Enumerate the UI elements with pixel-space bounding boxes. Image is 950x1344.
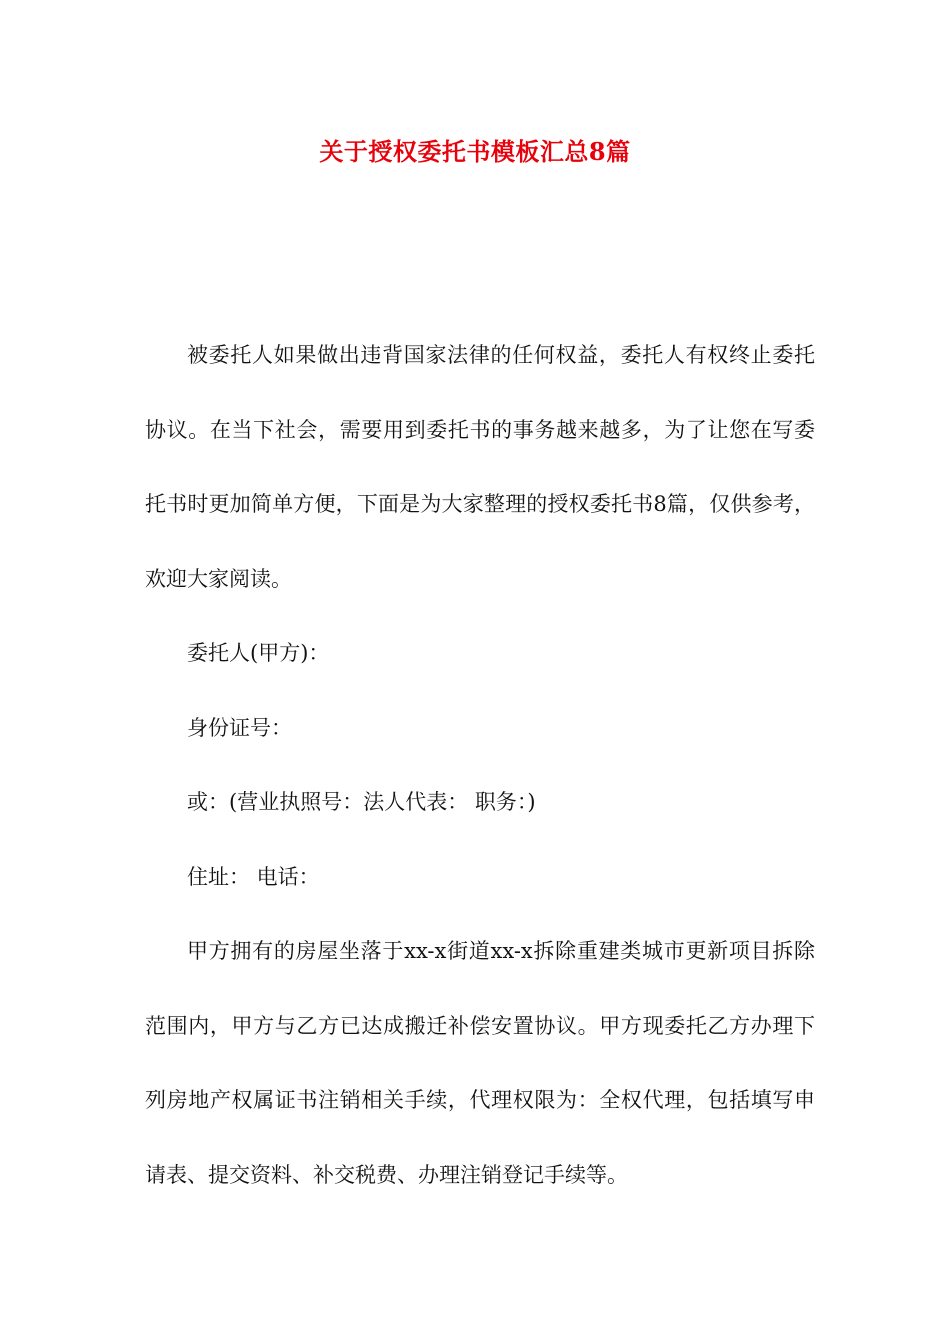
paragraph-business-license: 或：(营业执照号：法人代表： 职务：) [187, 790, 536, 814]
document-body [145, 318, 815, 1212]
paragraph-intro: 被委托人如果做出违背国家法律的任何权益，委托人有权终止委托协议。在当下社会，需要用到委托书的事务越来越多，为了让您在写委托书时更加简单方便，下面是为大家整理的授权委托书8篇，仅供参考，欢迎大家阅读。 [145, 343, 815, 591]
paragraph-id-number: 身份证号： [187, 715, 292, 740]
paragraph-property: 甲方拥有的房屋坐落于xx-x街道xx-x拆除重建类城市更新项目拆除范围内，甲方与乙方已达成搬迁补偿安置协议。甲方现委托乙方办理下列房地产权属证书注销相关手续，代理权限为：全权代理，包括填写申请表、提交资料、补交税费、办理注销登记手续等。 [145, 939, 815, 1187]
paragraph-address-phone: 住址： 电话： [187, 864, 320, 889]
document-title: 关于授权委托书模板汇总8篇 [319, 137, 631, 166]
paragraph-principal: 委托人(甲方)： [187, 641, 330, 665]
